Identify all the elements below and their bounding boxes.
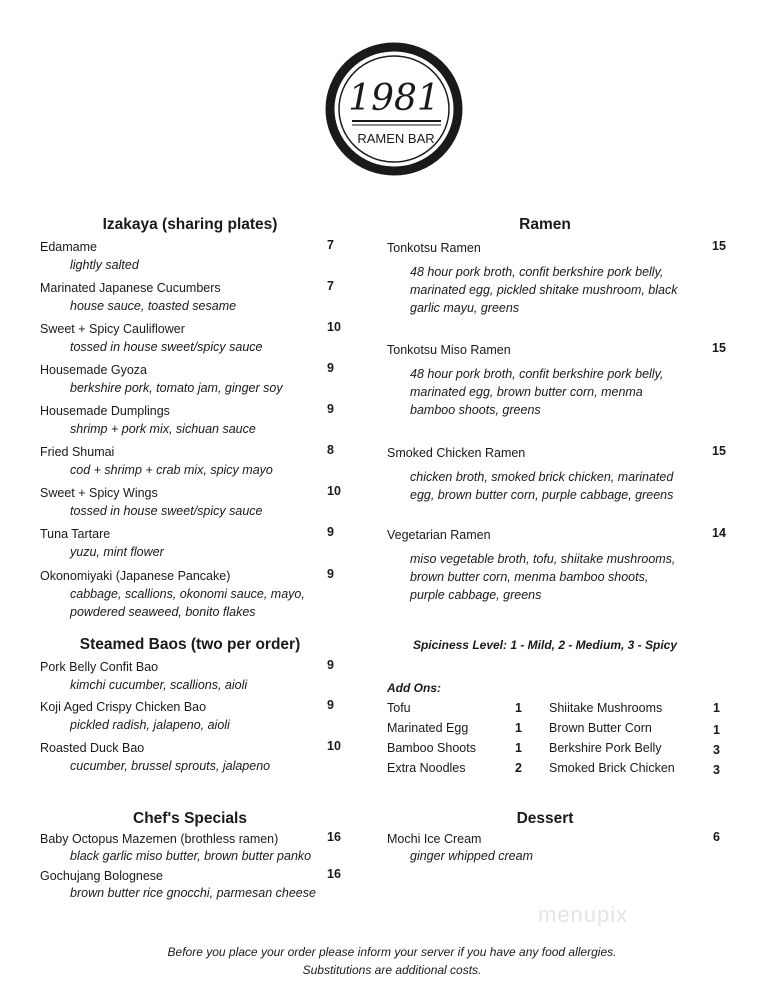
logo-number: 1981 — [348, 78, 440, 119]
menu-item-name: Tonkotsu Ramen — [387, 241, 481, 255]
menu-item-description: brown butter corn, menma bamboo shoots, — [410, 570, 649, 584]
menu-item-price: 10 — [327, 484, 341, 498]
menu-item-description: purple cabbage, greens — [410, 588, 542, 602]
menu-item-name: Okonomiyaki (Japanese Pancake) — [40, 569, 231, 583]
menu-item-price: 9 — [327, 567, 334, 581]
menu-item-description: house sauce, toasted sesame — [70, 299, 237, 313]
watermark: menupix — [538, 902, 629, 927]
menu-item-description: bamboo shoots, greens — [410, 403, 541, 417]
menu-item-description: lightly salted — [70, 258, 139, 272]
menu-item-price: 8 — [327, 443, 334, 457]
menu-item-price: 9 — [327, 361, 334, 375]
addon-price: 1 — [515, 721, 522, 735]
menu-item-description: pickled radish, jalapeno, aioli — [70, 718, 230, 732]
menu-item-name: Gochujang Bolognese — [40, 869, 164, 883]
addon-price: 1 — [515, 741, 522, 755]
menu-item-price: 9 — [327, 402, 334, 416]
addons-heading: Add Ons: — [387, 681, 441, 695]
menu-item-price: 15 — [712, 239, 726, 253]
menu-item-price: 10 — [327, 739, 341, 753]
menu-item-name: Tonkotsu Miso Ramen — [387, 343, 511, 357]
addon-price: 3 — [713, 763, 720, 777]
menu-item-name: Baby Octopus Mazemen (brothless ramen) — [40, 832, 279, 846]
menu-item-description: cucumber, brussel sprouts, jalapeno — [70, 759, 271, 773]
addon-name: Smoked Brick Chicken — [549, 761, 675, 775]
menu-item-description: brown butter rice gnocchi, parmesan cheese — [70, 886, 316, 900]
addon-price: 1 — [515, 701, 522, 715]
menu-item-name: Sweet + Spicy Cauliflower — [40, 322, 185, 336]
menu-item-name: Pork Belly Confit Bao — [40, 660, 159, 674]
menu-item-description: cabbage, scallions, okonomi sauce, mayo, — [70, 587, 305, 601]
menu-item-price: 9 — [327, 698, 334, 712]
menu-item-description: berkshire pork, tomato jam, ginger soy — [70, 381, 283, 395]
menu-item-price: 7 — [327, 238, 334, 252]
menu-item-name: Koji Aged Crispy Chicken Bao — [40, 700, 207, 714]
menu-item-description: yuzu, mint flower — [70, 545, 164, 559]
menu-item-price: 16 — [327, 867, 341, 881]
logo-subtitle: RAMEN BAR — [357, 131, 435, 146]
menu-item-price: 6 — [713, 830, 720, 844]
menu-item-description: marinated egg, brown butter corn, menma — [410, 385, 643, 399]
menu-item-price: 9 — [327, 658, 334, 672]
substitution-note: Substitutions are additional costs. — [302, 963, 482, 977]
addon-price: 3 — [713, 743, 720, 757]
specials-heading: Chef's Specials — [133, 810, 247, 827]
addon-name: Tofu — [387, 701, 411, 715]
allergy-note: Before you place your order please inform your server if you have any food allergies. — [167, 945, 617, 959]
menu-item-price: 15 — [712, 341, 726, 355]
menu-item-price: 14 — [712, 526, 726, 540]
menu-item-description: ginger whipped cream — [410, 849, 533, 863]
menu-item-name: Mochi Ice Cream — [387, 832, 482, 846]
menu-item-description: black garlic miso butter, brown butter panko — [70, 849, 312, 863]
menu-item-description: shrimp + pork mix, sichuan sauce — [70, 422, 256, 436]
menu-item-name: Fried Shumai — [40, 445, 115, 459]
menu-item-description: kimchi cucumber, scallions, aioli — [70, 678, 248, 692]
menu-item-description: 48 hour pork broth, confit berkshire pork belly, — [410, 367, 664, 381]
addon-name: Extra Noodles — [387, 761, 466, 775]
addon-price: 1 — [713, 701, 720, 715]
spiciness-note: Spiciness Level: 1 - Mild, 2 - Medium, 3 - Spicy — [412, 638, 678, 652]
menu-item-price: 7 — [327, 279, 334, 293]
menu-item-description: cod + shrimp + crab mix, spicy mayo — [70, 463, 273, 477]
menu-item-price: 15 — [712, 444, 726, 458]
menu-item-name: Tuna Tartare — [40, 527, 111, 541]
dessert-heading: Dessert — [516, 810, 574, 827]
baos-heading: Steamed Baos (two per order) — [79, 636, 301, 653]
menu-item-description: chicken broth, smoked brick chicken, marinated — [410, 470, 674, 484]
addon-name: Shiitake Mushrooms — [549, 701, 663, 715]
menu-item-price: 9 — [327, 525, 334, 539]
restaurant-logo — [324, 42, 464, 176]
addon-price: 1 — [713, 723, 720, 737]
menu-item-name: Housemade Dumplings — [40, 404, 170, 418]
addon-name: Berkshire Pork Belly — [549, 741, 662, 755]
menu-item-description: tossed in house sweet/spicy sauce — [70, 504, 263, 518]
menu-item-name: Roasted Duck Bao — [40, 741, 145, 755]
menu-item-name: Edamame — [40, 240, 97, 254]
menu-item-description: marinated egg, pickled shitake mushroom, black — [410, 283, 678, 297]
addon-price: 2 — [515, 761, 522, 775]
menu-item-name: Housemade Gyoza — [40, 363, 148, 377]
menu-item-price: 10 — [327, 320, 341, 334]
menu-item-description: 48 hour pork broth, confit berkshire pork belly, — [410, 265, 664, 279]
menu-item-description: powdered seaweed, bonito flakes — [70, 605, 256, 619]
addon-name: Brown Butter Corn — [549, 721, 652, 735]
ramen-heading: Ramen — [519, 216, 571, 233]
menu-item-description: miso vegetable broth, tofu, shiitake mushrooms, — [410, 552, 676, 566]
menu-item-price: 16 — [327, 830, 341, 844]
menu-item-description: egg, brown butter corn, purple cabbage, greens — [410, 488, 674, 502]
menu-item-description: garlic mayu, greens — [410, 301, 520, 315]
addon-name: Bamboo Shoots — [387, 741, 476, 755]
menu-item-name: Sweet + Spicy Wings — [40, 486, 158, 500]
menu-item-name: Vegetarian Ramen — [387, 528, 491, 542]
menu-item-name: Smoked Chicken Ramen — [387, 446, 526, 460]
menu-item-name: Marinated Japanese Cucumbers — [40, 281, 221, 295]
addon-name: Marinated Egg — [387, 721, 469, 735]
izakaya-heading: Izakaya (sharing plates) — [102, 216, 278, 233]
menu-item-description: tossed in house sweet/spicy sauce — [70, 340, 263, 354]
